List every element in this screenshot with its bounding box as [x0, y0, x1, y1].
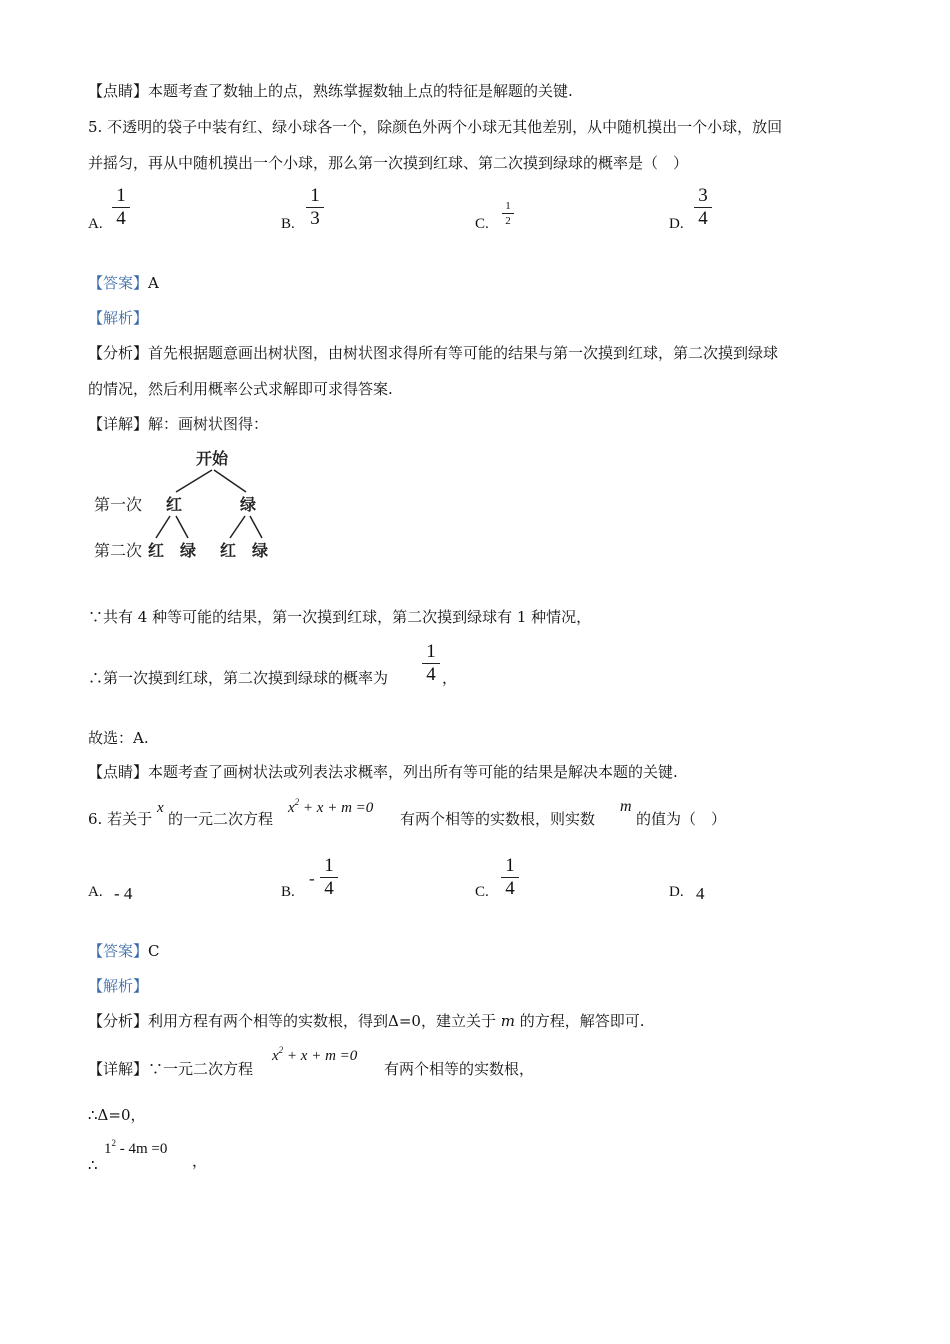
- q6-stem-c: 有两个相等的实数根，则实数: [400, 810, 596, 828]
- q5-fenxi-line2: 的情况，然后利用概率公式求解即可求得答案.: [88, 380, 393, 398]
- tree-edge: [176, 470, 212, 492]
- option-value: 4: [696, 884, 705, 903]
- q6-step2-end: ，: [192, 1152, 208, 1170]
- q6-var-m: m: [620, 798, 632, 815]
- tree-node-green: 绿: [240, 495, 257, 514]
- tree-diagram: [90, 440, 290, 570]
- answer-value: A: [148, 274, 159, 292]
- q6-stem-a: 6. 若关于: [88, 810, 153, 828]
- q5-therefore: ∴第一次摸到红球，第二次摸到绿球的概率为: [88, 669, 389, 687]
- tree-leaf-red: 红: [220, 541, 237, 560]
- q5-choose: 故选：A.: [88, 729, 149, 747]
- tree-leaf-red: 红: [148, 541, 165, 560]
- tree-node-red: 红: [166, 495, 183, 514]
- option-label: C.: [475, 884, 489, 900]
- tree-root: 开始: [196, 449, 229, 468]
- q6-step2-symbol: ∴: [88, 1156, 98, 1174]
- tree-edge: [250, 516, 262, 538]
- q5-therefore-fraction: 1 4: [422, 642, 440, 685]
- answer-tag: 【答案】: [88, 942, 149, 960]
- tree-edge: [176, 516, 188, 538]
- tree-leaf-green: 绿: [252, 541, 269, 560]
- option-label: C.: [475, 216, 489, 232]
- fraction: 3 4: [694, 186, 712, 229]
- q6-step2-expression: $1^2 - 4m =0$: [104, 1138, 168, 1157]
- q5-stem-line2: 并摇匀，再从中随机摸出一个小球，那么第一次摸到红球、第二次摸到绿球的概率是（ ）: [88, 154, 689, 172]
- q6-stem-d: 的值为（ ）: [636, 810, 727, 828]
- q6-analysis-tag: 【解析】: [88, 977, 149, 995]
- q5-analysis-tag: 【解析】: [88, 309, 149, 327]
- q5-detail: 【详解】解：画树状图得：: [88, 415, 269, 433]
- tree-edge: [156, 516, 170, 538]
- option-label: B.: [281, 216, 295, 232]
- q6-fenxi: 【分析】利用方程有两个相等的实数根，得到Δ=0，建立关于 m 的方程，解答即可.: [88, 1012, 645, 1030]
- option-label: D.: [669, 216, 684, 232]
- answer-value: C: [148, 942, 160, 960]
- tree-leaf-green: 绿: [180, 541, 197, 560]
- option-sign: -: [309, 869, 315, 888]
- option-label: A.: [88, 884, 103, 900]
- option-label: D.: [669, 884, 684, 900]
- option-label: B.: [281, 884, 295, 900]
- q5-review: 【点睛】本题考查了画树状法或列表法求概率，列出所有等可能的结果是解决本题的关键.: [88, 763, 678, 781]
- fraction: 1 2: [502, 200, 514, 227]
- q5-fenxi-line1: 【分析】首先根据题意画出树状图，由树状图求得所有等可能的结果与第一次摸到红球，第二次摸到绿球: [88, 344, 779, 362]
- fraction: 1 3: [306, 186, 324, 229]
- q6-stem-b: 的一元二次方程: [168, 810, 274, 828]
- q6-detail-a: 【详解】∵一元二次方程: [88, 1060, 254, 1078]
- q4-review: 【点睛】本题考查了数轴上的点，熟练掌握数轴上点的特征是解题的关键.: [88, 82, 573, 100]
- option-value: - 4: [114, 884, 133, 903]
- fraction: 1 4: [112, 186, 130, 229]
- fraction: 1 4: [320, 856, 338, 899]
- tree-level2-label: 第二次: [94, 541, 143, 560]
- tree-edge: [214, 470, 246, 492]
- q5-answer: [88, 272, 159, 294]
- q6-step1: ∴Δ=0，: [88, 1106, 146, 1124]
- answer-tag: 【答案】: [88, 274, 149, 292]
- q5-stem-line1: 5. 不透明的袋子中装有红、绿小球各一个，除颜色外两个小球无其他差别，从中随机摸出一个小球，放回: [88, 118, 783, 136]
- q6-answer: [88, 940, 160, 962]
- fraction: 1 4: [501, 856, 519, 899]
- q6-var-x: x: [157, 800, 164, 816]
- q5-therefore-end: ，: [442, 669, 458, 687]
- option-label: A.: [88, 216, 103, 232]
- q6-detail-equation: $x^2 + x + m =0$: [272, 1045, 358, 1064]
- q6-detail-b: 有两个相等的实数根，: [384, 1060, 535, 1078]
- q6-equation: $x^2 + x + m =0$: [288, 797, 374, 816]
- q5-because: ∵共有 4 种等可能的结果，第一次摸到红球，第二次摸到绿球有 1 种情况，: [88, 608, 592, 626]
- tree-level1-label: 第一次: [94, 495, 143, 514]
- tree-edge: [230, 516, 245, 538]
